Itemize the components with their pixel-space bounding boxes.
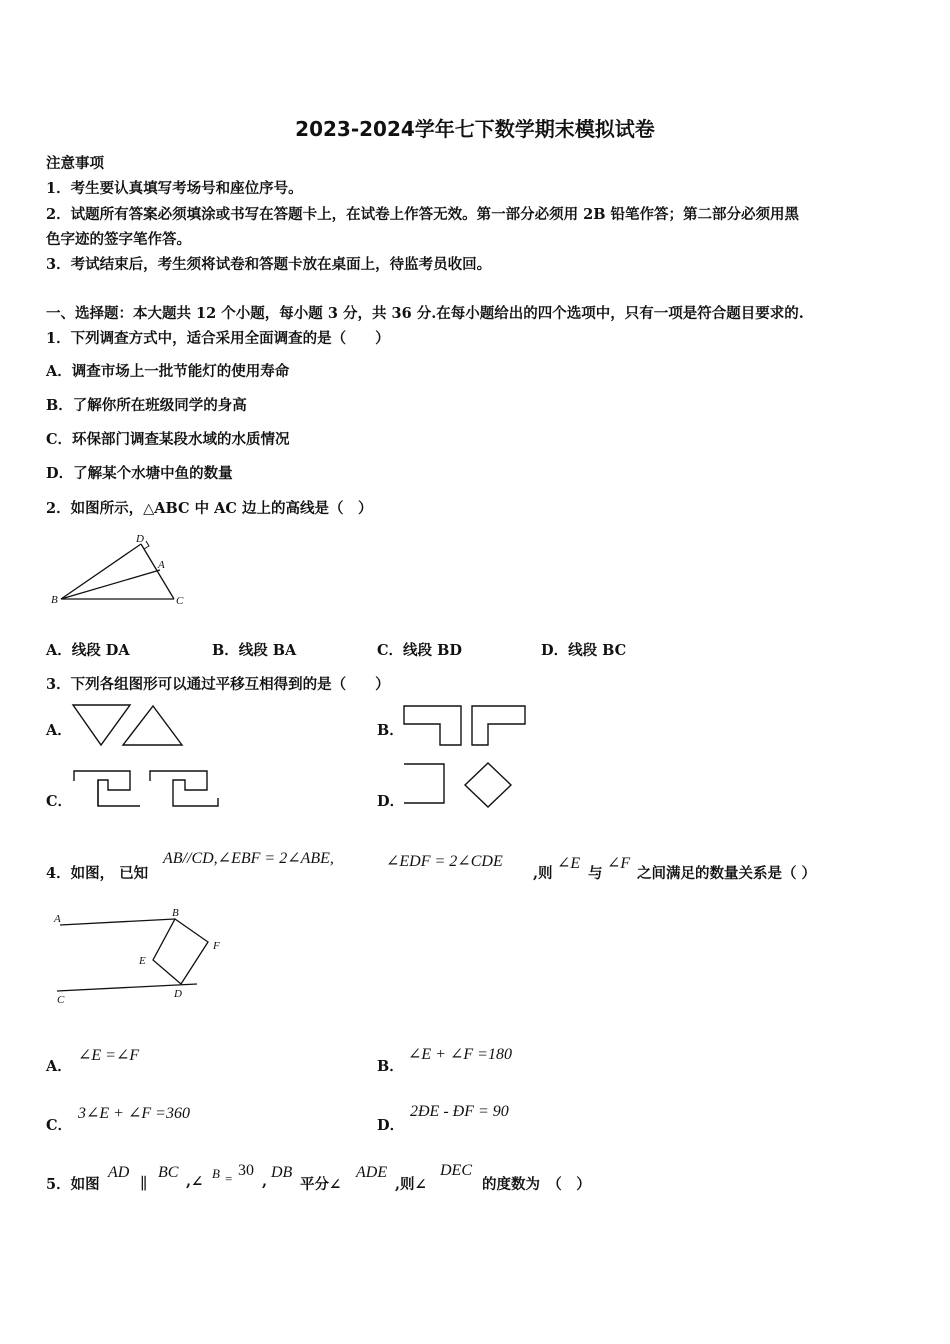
section-heading: 一、选择题：本大题共 12 个小题，每小题 3 分，共 36 分.在每小题给出的四个选项中，只有一项是符合题目要求的. — [46, 305, 804, 322]
point-label-e: E — [139, 955, 146, 967]
triangle-figure — [40, 530, 200, 612]
point-label-f: F — [213, 940, 220, 952]
point-label-a: A — [158, 559, 165, 571]
question-5-prefix: 5．如图 — [46, 1176, 100, 1193]
question-4-option-a: A． — [46, 1058, 72, 1075]
question-3-stem: 3．下列各组图形可以通过平移互相得到的是（ ） — [46, 676, 390, 693]
question-1-stem: 1．下列调查方式中，适合采用全面调查的是（ ） — [46, 330, 390, 347]
option-c-hooks-figure — [70, 765, 225, 813]
question-4-mid-2: 与 — [588, 865, 603, 882]
notice-item: 2．试题所有答案必须填涂或书写在答题卡上，在试卷上作答无效。第一部分必须用 2B 铅笔作答；第二部分必须用黑 — [46, 206, 800, 223]
point-label-c: C — [176, 595, 184, 607]
question-4-option-b: B． — [377, 1058, 404, 1075]
question-4-prefix: 4．如图， 已知 — [46, 865, 149, 882]
question-5-ade: ADE — [356, 1164, 388, 1181]
question-4-condition-1: AB//CD,∠EBF = 2∠ABE, — [163, 850, 334, 867]
question-5-bc: BC — [158, 1164, 179, 1181]
notice-item: 1．考生要认真填写考场号和座位序号。 — [46, 180, 303, 197]
question-4-option-d: D． — [377, 1117, 405, 1134]
parallel-lines-figure — [45, 900, 245, 1010]
question-3-option-d: D． — [377, 793, 405, 810]
point-label-b: B — [172, 907, 179, 919]
question-2-option-c: C．线段 BD — [377, 642, 462, 659]
question-5-ad: AD — [108, 1164, 130, 1181]
question-4-mid-1: ,则 — [533, 865, 553, 882]
page-title: 2023-2024学年七下数学期末模拟试卷 — [295, 117, 655, 141]
notice-item: 色字迹的签字笔作答。 — [46, 231, 191, 248]
question-5-bisect: 平分∠ — [300, 1176, 342, 1193]
point-label-d: D — [136, 533, 144, 545]
question-5-suffix: 的度数为 （ ） — [482, 1176, 591, 1193]
question-4-option-c: C． — [46, 1117, 73, 1134]
notice-heading: 注意事项 — [46, 155, 104, 172]
point-label-c: C — [57, 994, 65, 1006]
question-5-db: DB — [271, 1164, 293, 1181]
question-5-sep-1: ,∠ — [186, 1173, 204, 1190]
notice-item: 3．考试结束后，考生须将试卷和答题卡放在桌面上，待监考员收回。 — [46, 256, 492, 273]
question-2-option-d: D．线段 BC — [541, 642, 627, 659]
option-b-l-shapes-figure — [400, 700, 530, 750]
question-5-parallel: ∥ — [140, 1176, 148, 1193]
question-5-eq: = — [225, 1171, 233, 1186]
question-1-option-d: D．了解某个水塘中鱼的数量 — [46, 465, 233, 482]
point-label-b: B — [51, 594, 58, 606]
point-label-a: A — [54, 913, 61, 925]
point-label-d: D — [174, 988, 182, 1000]
question-3-option-c: C． — [46, 793, 73, 810]
question-2-option-a: A．线段 DA — [46, 642, 130, 659]
question-5-b: B — [212, 1166, 220, 1181]
question-4-angle-f: ∠F — [607, 855, 631, 872]
question-5-sep-2: , — [262, 1173, 268, 1190]
option-a-triangles-figure — [70, 700, 190, 750]
question-1-option-b: B．了解你所在班级同学的身高 — [46, 397, 247, 414]
question-4-option-b-expr: ∠E + ∠F =180 — [408, 1046, 512, 1063]
question-4-option-c-expr: 3∠E + ∠F =360 — [78, 1105, 190, 1122]
question-1-option-a: A．调查市场上一批节能灯的使用寿命 — [46, 363, 290, 380]
option-d-square-diamond-figure — [400, 760, 520, 810]
question-2-stem: 2．如图所示，△ABC 中 AC 边上的高线是（ ） — [46, 500, 373, 517]
question-3-option-b: B． — [377, 722, 404, 739]
question-5-thirty: 30 — [238, 1162, 254, 1179]
question-3-option-a: A． — [46, 722, 72, 739]
question-5-dec: DEC — [440, 1162, 472, 1179]
question-1-option-c: C．环保部门调查某段水域的水质情况 — [46, 431, 290, 448]
question-4-condition-2: ∠EDF = 2∠CDE — [386, 853, 503, 870]
question-4-option-a-expr: ∠E =∠F — [78, 1047, 140, 1064]
question-4-angle-e: ∠E — [557, 855, 581, 872]
question-4-option-d-expr: 2ÐE - ÐF = 90 — [410, 1103, 509, 1120]
question-4-suffix: 之间满足的数量关系是（ ） — [637, 865, 817, 882]
question-5-then: ,则∠ — [395, 1176, 427, 1193]
question-2-option-b: B．线段 BA — [212, 642, 297, 659]
